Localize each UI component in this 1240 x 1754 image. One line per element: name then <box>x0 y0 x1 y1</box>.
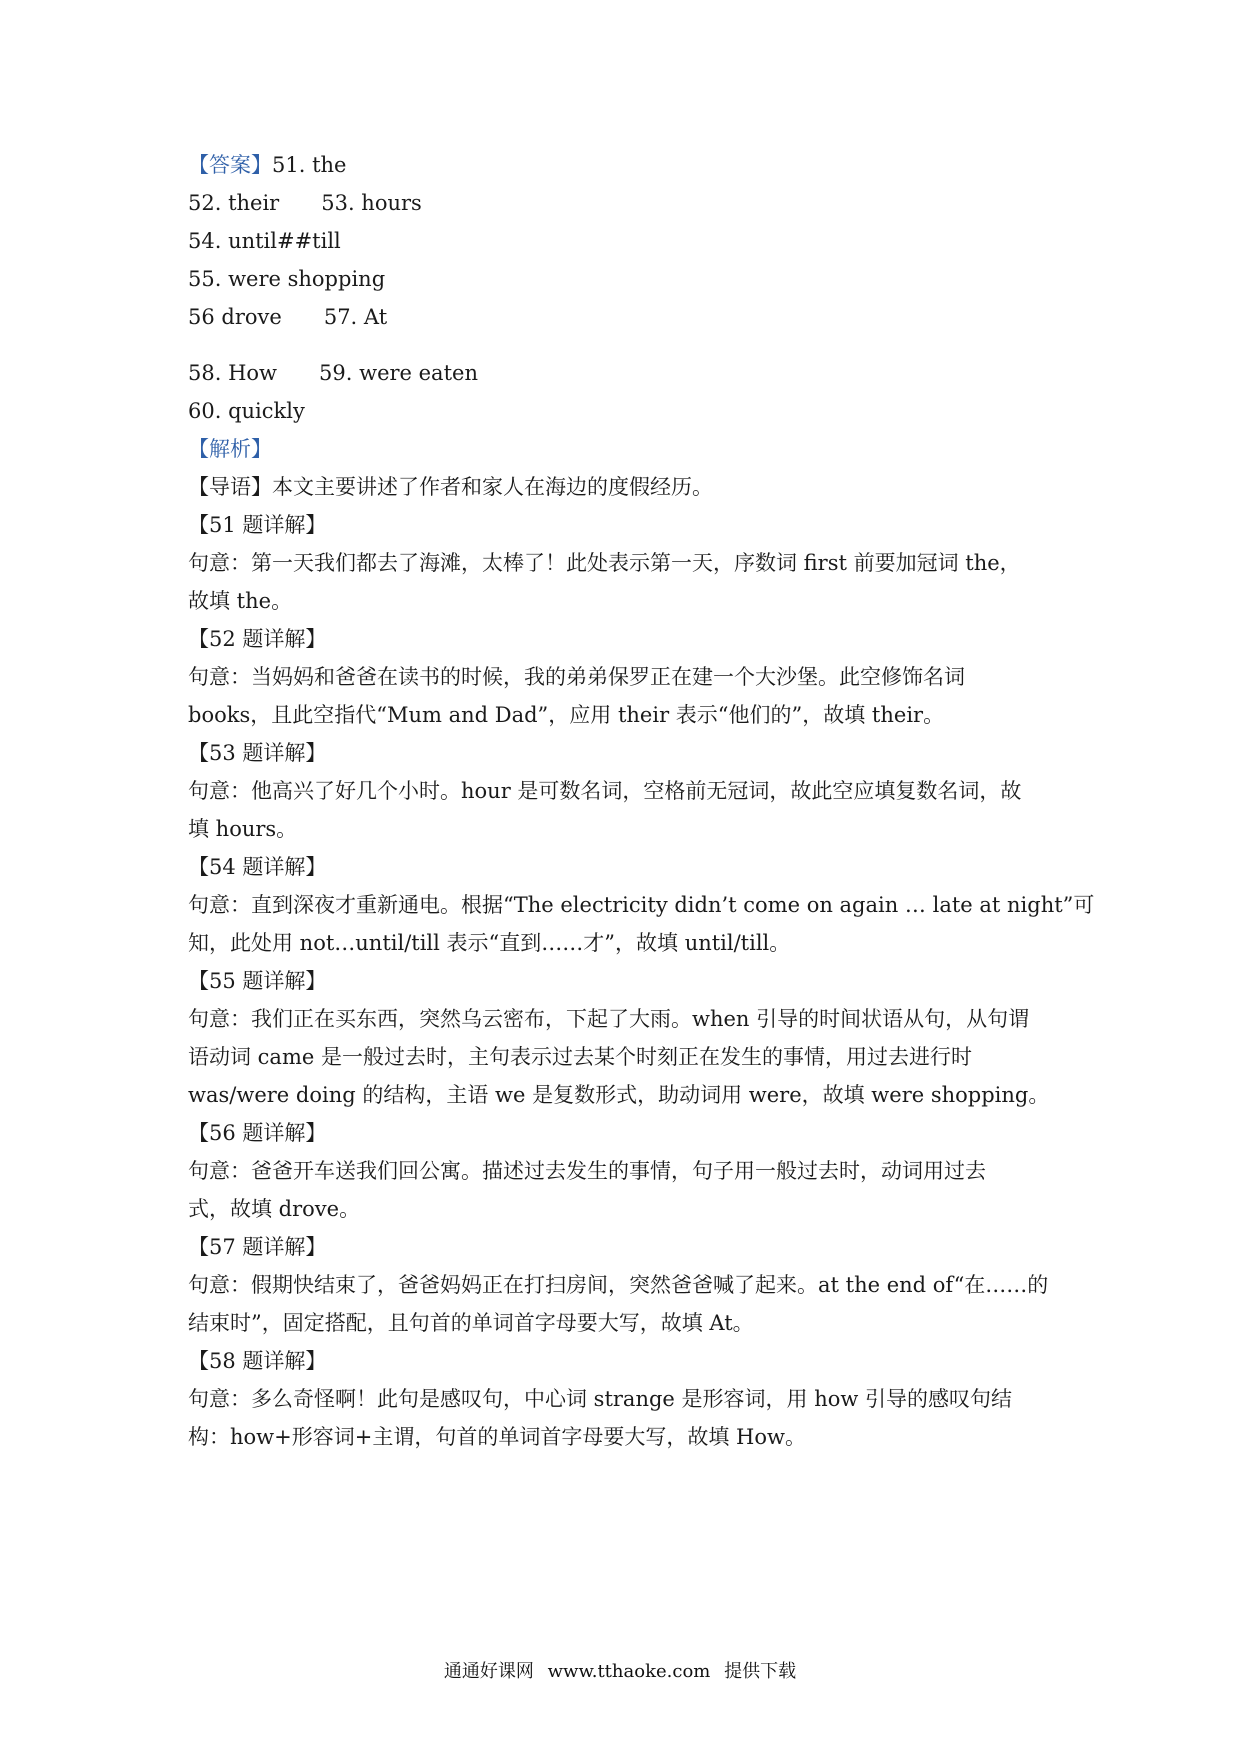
answer-59: 59. were eaten <box>319 361 478 385</box>
explanation-line: books，且此空指代“Mum and Dad”，应用 their 表示“他们的”，故填 their。 <box>188 703 945 727</box>
explanation-title: 【54 题详解】 <box>188 855 327 879</box>
explanation-title: 【57 题详解】 <box>188 1235 327 1259</box>
analysis-intro: 【导语】本文主要讲述了作者和家人在海边的度假经历。 <box>188 475 713 499</box>
explanation-line: 句意：爸爸开车送我们回公寓。描述过去发生的事情，句子用一般过去时，动词用过去 <box>188 1159 986 1183</box>
explanation-line: 结束时”，固定搭配，且句首的单词首字母要大写，故填 At。 <box>188 1311 754 1335</box>
explanation-line: 句意：直到深夜才重新通电。根据“The electricity didn’t come on again … late at night”可 <box>188 893 1095 917</box>
explanation-line: 句意：当妈妈和爸爸在读书的时候，我的弟弟保罗正在建一个大沙堡。此空修饰名词 <box>188 665 965 689</box>
answer-line-52-53 <box>188 184 1068 222</box>
analysis-heading: 【解析】 <box>188 437 272 461</box>
answer-51: 51. the <box>272 153 347 177</box>
answer-line-51 <box>188 146 1068 184</box>
explanation-53 <box>188 734 1068 848</box>
explanation-line: 构：how+形容词+主谓，句首的单词首字母要大写，故填 How。 <box>188 1425 806 1449</box>
explanation-line: 句意：多么奇怪啊！此句是感叹句，中心词 strange 是形容词，用 how 引导的感叹句结 <box>188 1387 1013 1411</box>
explanation-line: 句意：假期快结束了，爸爸妈妈正在打扫房间，突然爸爸喊了起来。at the end of“在……的 <box>188 1273 1049 1297</box>
explanation-55 <box>188 962 1068 1114</box>
answer-58: 58. How <box>188 361 278 385</box>
answer-line-58-59 <box>188 354 1068 392</box>
footer-site-name: 通通好课网 <box>443 1661 534 1682</box>
answer-line-60 <box>188 392 1068 430</box>
answer-56: 56 drove <box>188 305 282 329</box>
explanation-title: 【56 题详解】 <box>188 1121 327 1145</box>
answer-52: 52. their <box>188 191 280 215</box>
answer-60: 60. quickly <box>188 399 305 423</box>
explanation-line: 故填 the。 <box>188 589 293 613</box>
document-body <box>188 146 1095 1456</box>
explanation-title: 【51 题详解】 <box>188 513 327 537</box>
explanation-line: 知，此处用 not…until/till 表示“直到……才”，故填 until/till。 <box>188 931 791 955</box>
answer-53: 53. hours <box>321 191 422 215</box>
footer-download: 提供下载 <box>724 1661 797 1682</box>
explanation-57 <box>188 1228 1068 1342</box>
explanation-54 <box>188 848 1095 962</box>
answer-54: 54. until##till <box>188 229 341 253</box>
answer-heading: 【答案】 <box>188 153 272 177</box>
answer-line-55 <box>188 260 1068 298</box>
explanation-title: 【55 题详解】 <box>188 969 327 993</box>
footer-url[interactable]: www.tthaoke.com <box>547 1661 711 1682</box>
answer-57: 57. At <box>323 305 388 329</box>
explanation-line: 语动词 came 是一般过去时，主句表示过去某个时刻正在发生的事情，用过去进行时 <box>188 1045 972 1069</box>
answer-55: 55. were shopping <box>188 267 386 291</box>
explanation-52 <box>188 620 1068 734</box>
explanation-56 <box>188 1114 1068 1228</box>
explanation-line: 句意：我们正在买东西，突然乌云密布，下起了大雨。when 引导的时间状语从句，从句谓 <box>188 1007 1030 1031</box>
explanation-title: 【52 题详解】 <box>188 627 327 651</box>
explanation-58 <box>188 1342 1068 1456</box>
explanation-line: 句意：第一天我们都去了海滩，太棒了！此处表示第一天，序数词 first 前要加冠词 the， <box>188 551 1021 575</box>
explanation-title: 【58 题详解】 <box>188 1349 327 1373</box>
explanation-line: 式，故填 drove。 <box>188 1197 361 1221</box>
answer-line-56-57 <box>188 298 1068 336</box>
explanation-line: was/were doing 的结构，主语 we 是复数形式，助动词用 were，故填 were shopping。 <box>188 1083 1050 1107</box>
explanation-51 <box>188 506 1068 620</box>
page-footer <box>0 1657 1240 1683</box>
explanation-line: 填 hours。 <box>188 817 298 841</box>
answer-line-54 <box>188 222 1068 260</box>
explanation-line: 句意：他高兴了好几个小时。hour 是可数名词，空格前无冠词，故此空应填复数名词，故 <box>188 779 1022 803</box>
explanation-title: 【53 题详解】 <box>188 741 327 765</box>
